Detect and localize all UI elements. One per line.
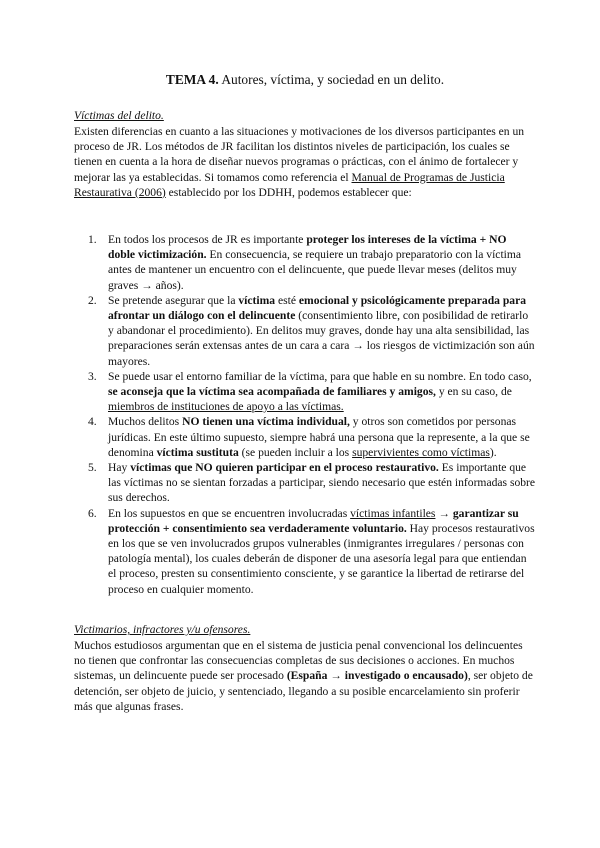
list-item: 2. Se pretende asegurar que la víctima esté emocional y psicológicamente preparada para afrontar un diálogo con el delincuente (consentimiento libre, con posibilidad de retirarlo y abandonar el procedimiento). En delitos muy graves, donde hay una alta sensibilidad, las preparaciones serán extensas antes de un cara a cara → los riesgos de victimización son aún mayores. [88,293,535,368]
list-item: 5. Hay víctimas que NO quieren participar en el proceso restaurativo. Es importante que las víctimas no se sientan forzadas a participar, siendo necesario que estén informadas sobre sus derechos. [88,461,536,505]
section-heading-victims: Víctimas del delito. [74,109,164,122]
list-item: 1. En todos los procesos de JR es importante proteger los intereses de la víctima + NO doble victimización. En consecuencia, se requiere un trabajo preparatorio con la víctima antes de mantener un encuentro con el delincuente, que puede llevar meses (delitos muy graves → años). [88,233,522,292]
manual-reference: Manual de Programas de Justicia Restaurativa (2006) [74,170,505,199]
title-text: Autores, víctima, y sociedad en un delito. [221,72,445,87]
section-offenders-paragraph: Muchos estudiosos argumentan que en el sistema de justicia penal convencional los delincuentes no tienen que confrontar las consecuencias completas de sus decisiones o acciones. En muchos sistemas, un delincuente puede ser procesado (España → investigado o encausado), ser objeto de detención, ser objeto de juicio, y sentenciado, llegando a su posible encarcelamiento sin proferir más que algunas frases. [74,639,533,713]
list-item: 4. Muchos delitos NO tienen una víctima individual, y otros son cometidos por personas jurídicas. En este último supuesto, siempre habrá una persona que la represente, a la que se denomina víctima sustituta (se pueden incluir a los supervivientes como víctimas). [88,415,530,459]
section-intro-paragraph: Existen diferencias en cuanto a las situaciones y motivaciones de los diversos participantes en un proceso de JR. Los métodos de JR facilitan los distintos niveles de participación, los cuales se tienen en cuenta a la hora de diseñar nuevos programas o prácticas, con el ánimo de fortalecer y mejorar las ya establecidas. Si tomamos como referencia el Manual de Programas de Justicia Restaurativa (2006) establecido por los DDHH, podemos establecer que: [74,125,525,199]
page-title [74,72,536,88]
section-heading-offenders: Victimarios, infractores y/u ofensores. [74,623,251,636]
title-number: TEMA 4. [165,72,219,87]
list-item: 3. Se puede usar el entorno familiar de la víctima, para que hable en su nombre. En todo caso, se aconseja que la víctima sea acompañada de familiares y amigos, y en su caso, de miembros de instituciones de apoyo a las víctimas. [88,369,532,414]
list-item: 6. En los supuestos en que se encuentren involucradas víctimas infantiles → garantizar su protección + consentimiento sea verdaderamente voluntario. Hay procesos restaurativos en los que se ven involucrados grupos vulnerables (inmigrantes irregulares / personas con patología mental), los cuales deberán de disponer de una asesoría legal para que entiendan el proceso, presten su consentimiento consciente, y se garantice la libertad de retirarse del proceso en cualquier momento. [88,506,535,596]
numbered-list [74,232,536,597]
